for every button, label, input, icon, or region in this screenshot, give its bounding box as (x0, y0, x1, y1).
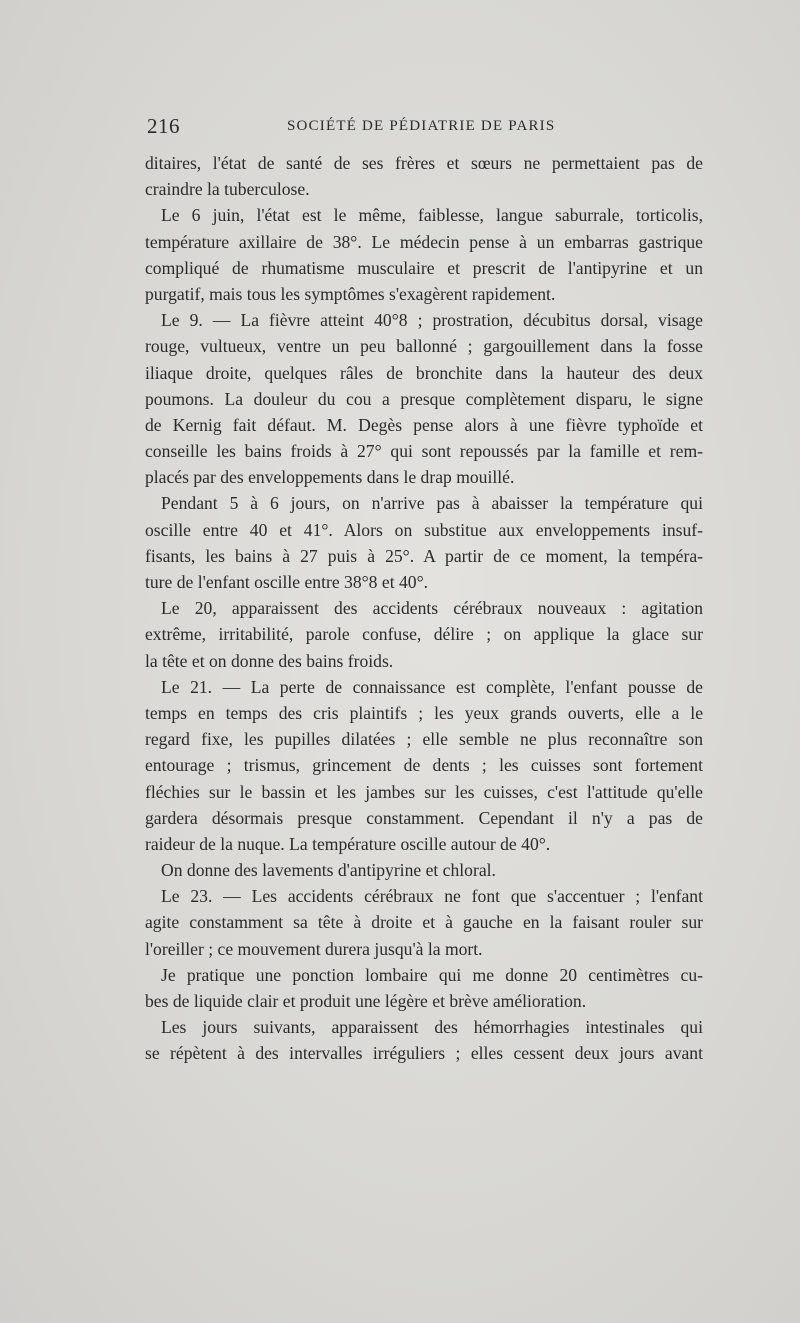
page-header (147, 114, 702, 138)
text-line: Je pratique une ponction lombaire qui me donne 20 centimètres cu- (161, 964, 703, 985)
text-line: fisants, les bains à 27 puis à 25°. A partir de ce moment, la tempéra- (145, 545, 703, 566)
text-line: ditaires, l'état de santé de ses frères et sœurs ne permettaient pas de (145, 153, 703, 173)
text-line: Le 21. — La perte de connaissance est complète, l'enfant pousse de (161, 676, 703, 697)
text-line: placés par des enveloppements dans le drap mouillé. (145, 467, 515, 488)
text-line: fléchies sur le bassin et les jambes sur les cuisses, c'est l'attitude qu'elle (145, 781, 703, 802)
text-line: compliqué de rhumatisme musculaire et prescrit de l'antipyrine et un (145, 257, 703, 278)
text-line: température axillaire de 38°. Le médecin pense à un embarras gastrique (145, 231, 703, 252)
body-text (145, 150, 703, 1067)
text-line: se répètent à des intervalles irréguliers ; elles cessent deux jours avant (145, 1043, 703, 1064)
text-line: Pendant 5 à 6 jours, on n'arrive pas à abaisser la température qui (161, 493, 703, 514)
text-line: Le 6 juin, l'état est le même, faiblesse, langue saburrale, torticolis, (161, 205, 703, 226)
text-line: Le 23. — Les accidents cérébraux ne font que s'accentuer ; l'enfant (161, 886, 703, 907)
text-line: ture de l'enfant oscille entre 38°8 et 40°. (145, 572, 429, 592)
text-line: conseille les bains froids à 27° qui sont repoussés par la famille et rem- (145, 441, 703, 462)
text-line: purgatif, mais tous les symptômes s'exagèrent rapidement. (145, 283, 556, 304)
text-line: poumons. La douleur du cou a presque complètement disparu, le signe (145, 388, 703, 409)
text-line: craindre la tuberculose. (145, 179, 310, 200)
text-line: agite constamment sa tête à droite et à gauche en la faisant rouler sur (145, 912, 703, 933)
text-line: Les jours suivants, apparaissent des hémorrhagies intestinales qui (161, 1017, 703, 1038)
text-line: entourage ; trismus, grincement de dents ; les cuisses sont fortement (145, 755, 703, 776)
text-line: raideur de la nuque. La température oscille autour de 40°. (145, 833, 551, 854)
text-line: iliaque droite, quelques râles de bronchite dans la hauteur des deux (145, 362, 703, 383)
text-line: Le 20, apparaissent des accidents cérébraux nouveaux : agitation (161, 598, 703, 619)
text-line: oscille entre 40 et 41°. Alors on substitue aux enveloppements insuf- (145, 519, 703, 540)
text-line: l'oreiller ; ce mouvement durera jusqu'à la mort. (145, 938, 483, 959)
text-line: la tête et on donne des bains froids. (145, 650, 394, 671)
text-line: de Kernig fait défaut. M. Degès pense alors à une fièvre typhoïde et (145, 414, 703, 435)
page-number: 216 (147, 114, 180, 138)
text-line: temps en temps des cris plaintifs ; les yeux grands ouverts, elle a le (145, 702, 703, 723)
text-line: bes de liquide clair et produit une légère et brève amélioration. (145, 991, 587, 1011)
text-line: Le 9. — La fièvre atteint 40°8 ; prostration, décubitus dorsal, visage (161, 310, 703, 331)
text-line: gardera désormais presque constamment. Cependant il n'y a pas de (145, 807, 703, 828)
text-line: On donne des lavements d'antipyrine et chloral. (161, 860, 496, 881)
text-line: rouge, vultueux, ventre un peu ballonné ; gargouillement dans la fosse (145, 336, 703, 357)
running-title: SOCIÉTÉ DE PÉDIATRIE DE PARIS (287, 118, 556, 134)
text-line: extrême, irritabilité, parole confuse, délire ; on applique la glace sur (145, 624, 703, 645)
text-line: regard fixe, les pupilles dilatées ; elle semble ne plus reconnaître son (145, 729, 703, 750)
